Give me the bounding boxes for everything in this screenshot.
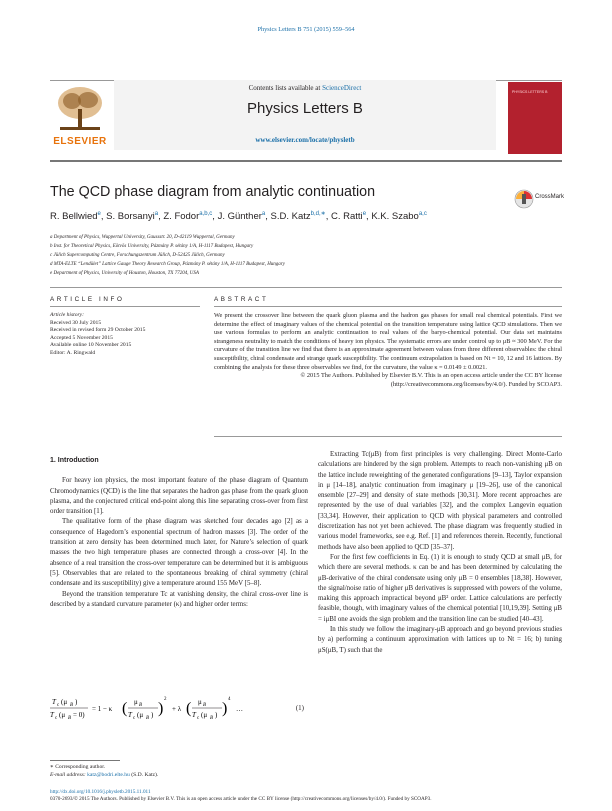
right-column xyxy=(318,450,562,656)
svg-text:(: ( xyxy=(186,700,192,717)
svg-text:B: B xyxy=(70,703,74,708)
affiliation: a Department of Physics, Wuppertal University, Gaussstr. 20, D-42119 Wuppertal, Germany xyxy=(50,235,235,240)
affiliation: b Inst. for Theoretical Physics, Eötvös University, Pázmány P. sétány 1/A, H-1117 Budapest, Hungary xyxy=(50,244,254,249)
email-label: E-mail address: xyxy=(50,771,86,778)
section-heading: 1. Introduction xyxy=(50,457,99,464)
svg-text:(μ: (μ xyxy=(61,698,68,706)
svg-text:T: T xyxy=(192,711,196,719)
footnote-rule xyxy=(50,760,120,761)
svg-text:B: B xyxy=(146,716,150,721)
elsevier-wordmark: ELSEVIER xyxy=(53,136,107,147)
svg-text:= 1 − κ: = 1 − κ xyxy=(92,705,113,713)
author-list xyxy=(50,210,510,222)
svg-text:c: c xyxy=(197,716,200,721)
corresponding-author-note: ∗ Corresponding author. xyxy=(50,764,106,770)
contents-prefix: Contents lists available at xyxy=(248,84,323,92)
svg-text:): ) xyxy=(75,698,78,706)
article-history xyxy=(50,312,200,358)
svg-text:c: c xyxy=(55,716,58,721)
page-footer xyxy=(50,789,562,803)
history-label: Article history: xyxy=(50,312,85,318)
svg-text:): ) xyxy=(158,700,164,717)
abstract-heading-rule xyxy=(214,306,562,307)
sciencedirect-link[interactable]: ScienceDirect xyxy=(322,84,362,92)
svg-text:…: … xyxy=(236,705,243,713)
author[interactable]: K.K. Szabo$^{a,c}$ xyxy=(371,211,427,223)
author[interactable]: Z. Fodor$^{a,b,c}$, xyxy=(163,211,218,223)
svg-text:): ) xyxy=(151,711,154,719)
svg-text:2: 2 xyxy=(164,697,167,702)
svg-text:T: T xyxy=(52,698,56,706)
paragraph: Extracting Tc(μB) from first principles is very challenging. Direct Monte-Carlo calculations are hindered by the sign problem. Attempts to reach non-vanishing μB on the lattice include reweighting of the generated configurations [9–13], Taylor expansion in μ [14–18], analytic continuation from imaginary μ [19–26], use of the canonical ensemble [27–29] and density of state methods [30,31]. More recent approaches are represented by the use of dual variables [32], and the complex Langevin equation [33,34]. However, their application to QCD with physical parameters and controlled discretization has not yet been achieved. The phase diagram was frequently studied in various model frameworks, see e.g. Ref. [1] and references therein. Recently, functional methods have also been applied to QCD [35–37]. xyxy=(318,451,562,551)
affiliation: e Department of Physics, University of Houston, Houston, TX 77204, USA xyxy=(50,271,199,276)
paragraph: For the first few coefficients in Eq. (1) it is enough to study QCD at small μB, for which there are several methods. κ can be and has been determined by calculating the μB-derivative of the chiral condensate using only μB = 0 ensembles [18,38]. However, the signal/noise ratio of higher μB derivatives is suppressed with powers of the volume, making this approach impractical beyond μB² order. Lattice calculations are perfectly feasible, though, with imaginary values of the chemical potential [10,19,39]. Setting μB = iμBI one avoids the sign problem and the transition line can be studied [40–43]. xyxy=(318,553,562,623)
svg-text:(μ: (μ xyxy=(137,711,144,719)
crossmark-label: CrossMark xyxy=(535,194,565,200)
svg-text:B: B xyxy=(139,703,143,708)
doi-link[interactable]: http://dx.doi.org/10.1016/j.physletb.2015.11.011 xyxy=(50,789,151,795)
svg-text:T: T xyxy=(50,711,54,719)
journal-name: Physics Letters B xyxy=(247,100,363,117)
equation-1 xyxy=(50,692,308,724)
paragraph: In this study we follow the imaginary-μB approach and go beyond previous studies by a) performing a continuum approximation with lattices up to Nt = 16; b) tuning μS(μB, T) such that the xyxy=(318,626,562,654)
author[interactable]: S.D. Katz$^{b,d,∗}$, xyxy=(270,211,331,223)
info-heading-rule xyxy=(50,306,200,307)
history-item: Accepted 5 November 2015 xyxy=(50,334,113,341)
email-owner: (S.D. Katz). xyxy=(131,771,159,778)
affiliation: c Jülich Supercomputing Centre, Forschungszentrum Jülich, D-52425 Jülich, Germany xyxy=(50,253,225,258)
svg-text:(μ: (μ xyxy=(201,711,208,719)
header-bottom-rule xyxy=(50,160,562,162)
svg-text:(μ: (μ xyxy=(59,711,66,719)
author[interactable]: S. Borsanyi$^a$, xyxy=(106,211,164,223)
svg-text:μ: μ xyxy=(198,698,202,706)
svg-text:(: ( xyxy=(122,700,128,717)
svg-text:T: T xyxy=(128,711,132,719)
svg-text:B: B xyxy=(68,716,72,721)
svg-text:): ) xyxy=(222,700,228,717)
author[interactable]: J. Günther$^a$, xyxy=(217,211,271,223)
svg-text:c: c xyxy=(57,703,60,708)
journal-url-link[interactable]: www.elsevier.com/locate/physletb xyxy=(255,136,355,144)
issn-license-line: 0370-2693/© 2015 The Authors. Published by Elsevier B.V. This is an open access article under the CC BY license (http://creativecommons.org/licenses/by/4.0/). Funded by SCOAP3. xyxy=(50,796,432,802)
elsevier-tree-logo xyxy=(50,83,110,135)
article-title: The QCD phase diagram from analytic continuation xyxy=(50,184,376,200)
affiliation: d MTA-ELTE “Lendület” Lattice Gauge Theory Research Group, Pázmány P. sétány 1/A, H-1117 Budapest, Hungary xyxy=(50,262,285,267)
paragraph: The qualitative form of the phase diagram was sketched four decades ago [2] as a consequence of Hagedorn’s exponential spectrum of hadron masses [3]. The order of the transition at zero density has been determined much later, for Nature’s selection of quark masses the two high temperature phases are connected through a cross-over [4]. In the absence of a real transition the cross-over temperature can be determined but it is ambiguous [5]. Observables that are related to the spontaneous breaking of chiral symmetry (chiral condensate and its susceptibility) give a temperature around 155 MeV [5–8]. xyxy=(50,518,308,588)
svg-text:4: 4 xyxy=(228,697,231,702)
abstract-bottom-rule xyxy=(214,436,562,437)
abstract-heading: ABSTRACT xyxy=(214,296,269,303)
journal-citation[interactable]: Physics Letters B 751 (2015) 559–564 xyxy=(257,26,355,33)
email-link[interactable]: katz@bodri.elte.hu xyxy=(87,771,130,778)
svg-text:= 0): = 0) xyxy=(73,711,85,719)
svg-text:c: c xyxy=(133,716,136,721)
equation-number: (1) xyxy=(295,704,304,712)
article-info-heading: ARTICLE INFO xyxy=(50,296,125,303)
paragraph: Beyond the transition temperature Tc at vanishing density, the chiral cross-over line is described by a standard curvature parameter (κ) and higher order terms: xyxy=(50,590,308,608)
left-column xyxy=(50,456,308,610)
history-item: Received 30 July 2015 xyxy=(50,319,102,326)
journal-cover-title: PHYSICS LETTERS B xyxy=(512,90,548,94)
svg-text:+ λ: + λ xyxy=(172,705,182,713)
history-item: Editor: A. Ringwald xyxy=(50,349,96,356)
svg-text:): ) xyxy=(215,711,218,719)
paragraph: For heavy ion physics, the most important feature of the phase diagram of Quantum Chromodynamics (QCD) is the line that separates the hadron gas phase from the quark gluon plasma, and the conjectured critical end-point along this line separating cross-over from first order transition [1]. xyxy=(50,477,308,516)
crossmark-badge[interactable] xyxy=(514,188,565,210)
affiliation-list xyxy=(50,233,510,278)
svg-text:μ: μ xyxy=(134,698,138,706)
history-item: Available online 10 November 2015 xyxy=(50,342,132,349)
svg-text:B: B xyxy=(210,716,214,721)
abstract-body xyxy=(214,312,562,389)
abstract-text: We present the crossover line between the quark gluon plasma and the hadron gas phases for small real chemical potentials. First we determine the effect of imaginary values of the chemical potential on the transition temperature using lattice QCD simulations. Then we use various formulas to perform an analytic continuation to real values of the baryo-chemical potential. Our data set maintains strangeness neutrality to match the conditions of heavy ion physics. The systematic errors are under control up to μB ≈ 300 MeV. For the curvature of the transition line we find that there is an approximate agreement between values from three different observables: the chiral susceptibility, chiral condensate and strange quark susceptibility. The continuum extrapolation is based on Nt = 10, 12 and 16 lattices. By combining the analysis for these three observables we find, for the curvature, the value κ = 0.0149 ± 0.0021. xyxy=(214,312,562,371)
author[interactable]: C. Ratti$^e$, xyxy=(331,211,372,223)
footnote xyxy=(50,764,308,779)
author[interactable]: R. Bellwied$^e$, xyxy=(50,211,107,223)
info-divider xyxy=(50,287,562,288)
license-statement: © 2015 The Authors. Published by Elsevier B.V. This is an open access article under the CC BY license (http://creativecommons.org/licenses/by/4.0/). Funded by SCOAP3. xyxy=(300,372,562,388)
contents-line xyxy=(114,84,496,92)
history-item: Received in revised form 29 October 2015 xyxy=(50,327,146,334)
svg-text:B: B xyxy=(203,703,207,708)
